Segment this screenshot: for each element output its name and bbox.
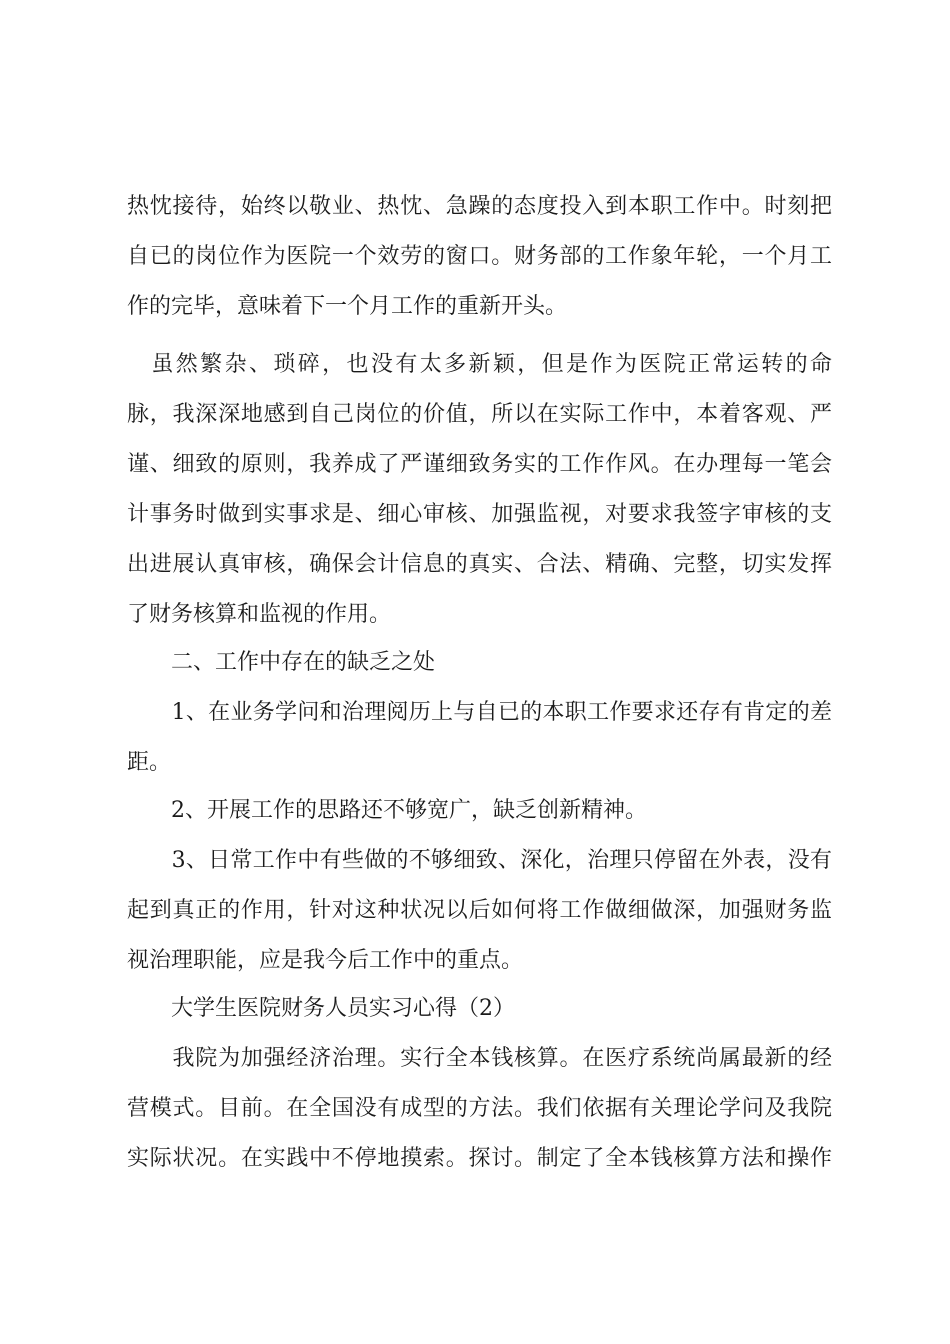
list-item: 2、开展工作的思路还不够宽广，缺乏创新精神。: [127, 798, 647, 823]
paragraph-line: 计事务时做到实事求是、细心审核、加强监视，对要求我签字审核的支: [127, 502, 832, 527]
list-item-continuation: 距。: [127, 750, 172, 775]
list-item-continuation: 起到真正的作用，针对这种状况以后如何将工作做细做深，加强财务监: [127, 898, 832, 923]
section-heading: 二、工作中存在的缺乏之处: [127, 650, 436, 675]
paragraph-line: 脉，我深深地感到自己岗位的价值，所以在实际工作中，本着客观、严: [127, 402, 832, 427]
paragraph-line: 我院为加强经济治理。实行全本钱核算。在医疗系统尚属最新的经: [127, 1046, 832, 1071]
list-item: 3、日常工作中有些做的不够细致、深化，治理只停留在外表，没有: [127, 848, 832, 873]
paragraph-line: 营模式。目前。在全国没有成型的方法。我们依据有关理论学问及我院: [127, 1096, 832, 1121]
paragraph-line: 了财务核算和监视的作用。: [127, 602, 392, 627]
list-item: 1、在业务学问和治理阅历上与自已的本职工作要求还存有肯定的差: [127, 700, 832, 725]
list-item-continuation: 视治理职能，应是我今后工作中的重点。: [127, 948, 524, 973]
paragraph-line: 谨、细致的原则，我养成了严谨细致务实的工作作风。在办理每一笔会: [127, 452, 832, 477]
paragraph-line: 实际状况。在实践中不停地摸索。探讨。制定了全本钱核算方法和操作: [127, 1146, 832, 1171]
paragraph-line: 虽然繁杂、琐碎，也没有太多新颖，但是作为医院正常运转的命: [127, 352, 832, 377]
paragraph-line: 自已的岗位作为医院一个效劳的窗口。财务部的工作象年轮，一个月工: [127, 244, 832, 269]
paragraph-line: 出进展认真审核，确保会计信息的真实、合法、精确、完整，切实发挥: [127, 552, 832, 577]
paragraph-line: 热忱接待，始终以敬业、热忱、急躁的态度投入到本职工作中。时刻把: [127, 194, 832, 219]
paragraph-line: 作的完毕，意味着下一个月工作的重新开头。: [127, 294, 568, 319]
section-title: 大学生医院财务人员实习心得（2）: [127, 996, 515, 1021]
